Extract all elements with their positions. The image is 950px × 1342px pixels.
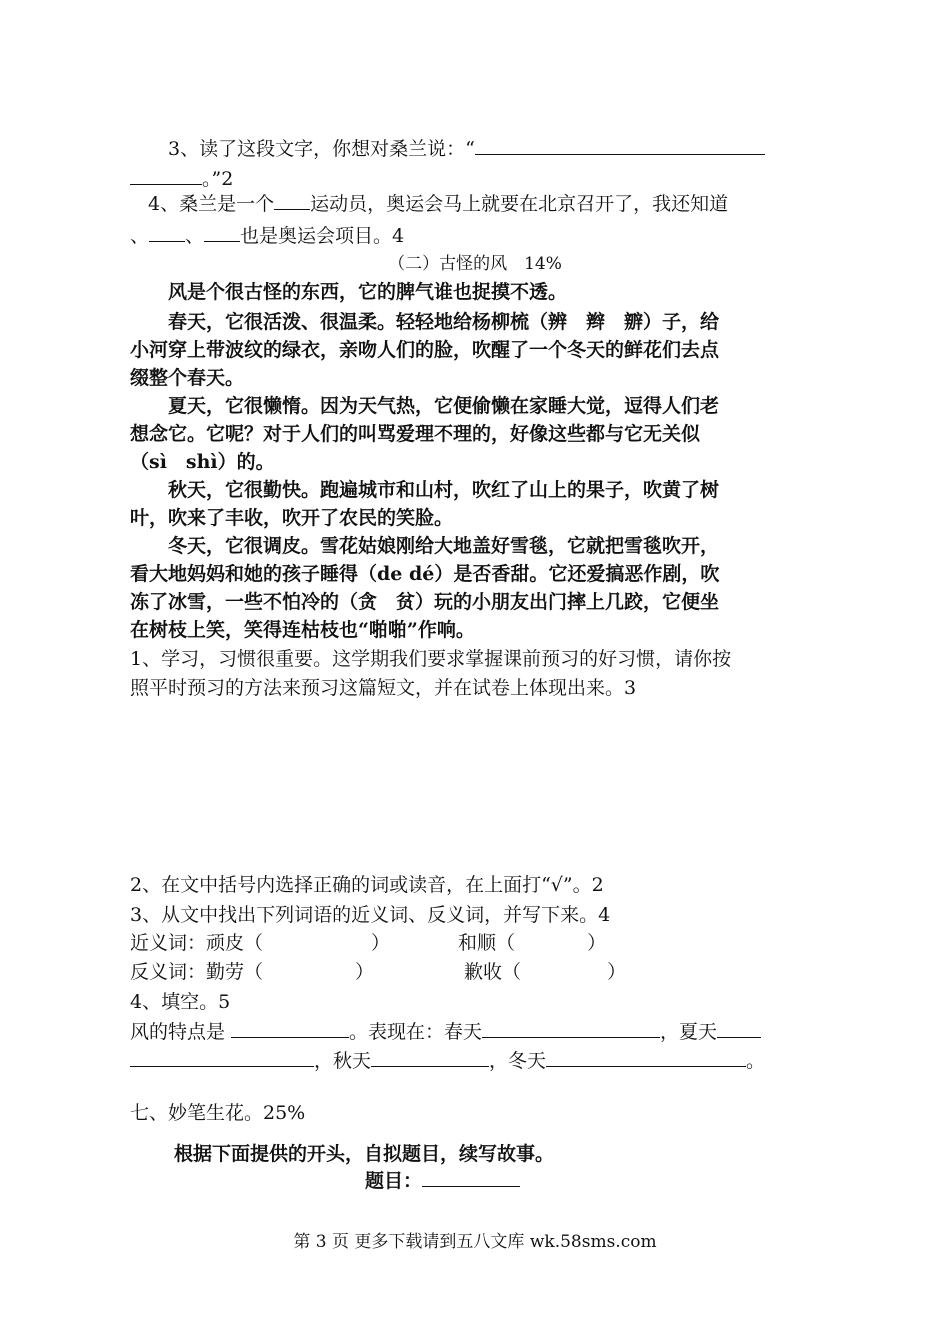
summer-blank-2[interactable]: [130, 1046, 314, 1067]
separator: 、: [130, 225, 150, 247]
synonym-word: 顽皮（: [206, 932, 264, 954]
q4-blank-event-1[interactable]: [149, 221, 185, 242]
topic-label: 题目：: [365, 1170, 423, 1192]
summer-blank[interactable]: [717, 1017, 761, 1038]
passage-p3: （sì shì）的。: [130, 451, 275, 473]
passage-p5: 冬天，它很调皮。雪花姑娘刚给大地盖好雪毯，它就把雪毯吹开，: [168, 535, 720, 557]
topic-line: [365, 1165, 950, 1197]
passage-p1: 风是个很古怪的东西，它的脾气谁也捉摸不透。: [168, 281, 568, 303]
passage-p5: 冻了冰雪，一些不怕冷的（贪 贫）玩的小朋友出门摔上几跤，它便坐: [130, 591, 720, 613]
passage-p5: 在树枝上笑，笑得连枯枝也“啪啪”作响。: [130, 619, 475, 641]
antonym-word: 勤劳（: [206, 961, 264, 983]
q4-text-3: 也是奥运会项目。4: [240, 225, 405, 247]
bracket: ）: [355, 961, 375, 983]
q4-text: 4、桑兰是一个: [148, 193, 275, 215]
section7-title: 七、妙笔生花。25%: [130, 1102, 306, 1124]
spring-blank[interactable]: [482, 1017, 660, 1038]
passage-p2: 小河穿上带波纹的绿衣，亲吻人们的脸，吹醒了一个冬天的鲜花们去点: [130, 339, 720, 361]
q3-line: [168, 133, 858, 165]
q3-prompt: 3、读了这段文字，你想对桑兰说：“: [168, 138, 475, 160]
fill-text: 风的特点是: [130, 1021, 226, 1043]
question-4: 4、填空。5: [130, 991, 231, 1013]
question-1: 照平时预习的方法来预习这篇短文，并在试卷上体现出来。3: [130, 677, 637, 699]
q3-answer-blank[interactable]: [475, 134, 765, 155]
antonym-row: [130, 956, 820, 988]
bracket: ）: [607, 961, 627, 983]
section7-instruction: 根据下面提供的开头，自拟题目，续写故事。: [174, 1143, 555, 1165]
passage-p2: 春天，它很活泼、很温柔。轻轻地给杨柳梳（辨 辫 辧）子，给: [168, 311, 720, 333]
q3-suffix: 。”2: [202, 168, 234, 190]
q4-blank-sport[interactable]: [274, 189, 310, 210]
autumn-blank[interactable]: [371, 1046, 489, 1067]
fill-text: ，夏天: [660, 1021, 718, 1043]
q4-text-2: 运动员，奥运会马上就要在北京召开了，我还知道: [310, 193, 729, 215]
fill-text: ，秋天: [314, 1050, 372, 1072]
q4-blank-event-2[interactable]: [204, 221, 240, 242]
fill-text: ，冬天: [489, 1050, 547, 1072]
separator: 、: [185, 225, 205, 247]
q4-line: [148, 188, 838, 220]
page-footer: 第 3 页 更多下载请到五八文库 wk.58sms.com: [293, 1232, 657, 1252]
synonym-word: 和顺（: [458, 932, 516, 954]
topic-blank[interactable]: [422, 1166, 520, 1187]
passage-p2: 缀整个春天。: [130, 367, 245, 389]
synonym-row: [130, 927, 820, 959]
q3-answer-blank-2[interactable]: [130, 164, 202, 185]
fill-line-1: [130, 1016, 820, 1048]
fill-text: 。表现在：春天: [349, 1021, 483, 1043]
passage-p4: 叶，吹来了丰收，吹开了农民的笑脸。: [130, 507, 454, 529]
winter-blank[interactable]: [546, 1046, 746, 1067]
passage-p5: 看大地妈妈和她的孩子睡得（de dé）是否香甜。它还爱搞恶作剧，吹: [130, 563, 720, 585]
bracket: ）: [371, 932, 391, 954]
fill-line-2: [130, 1045, 820, 1077]
antonym-word: 歉收（: [464, 961, 522, 983]
fill-text: 。: [746, 1050, 766, 1072]
bracket: ）: [587, 932, 607, 954]
passage-p3: 想念它。它呢？对于人们的叫骂爱理不理的，好像这些都与它无关似: [130, 423, 701, 445]
antonym-label: 反义词：: [130, 961, 207, 983]
passage-p4: 秋天，它很勤快。跑遍城市和山村，吹红了山上的果子，吹黄了树: [168, 479, 720, 501]
passage-p3: 夏天，它很懒惰。因为天气热，它便偷懒在家睡大觉，逗得人们老: [168, 395, 720, 417]
question-1: 1、学习，习惯很重要。这学期我们要求掌握课前预习的好习惯，请你按: [130, 648, 732, 670]
synonym-label: 近义词：: [130, 932, 207, 954]
section2-title: （二）古怪的风 14%: [388, 254, 562, 274]
question-2: 2、在文中括号内选择正确的词或读音，在上面打“√”。2: [130, 874, 604, 896]
question-3: 3、从文中找出下列词语的近义词、反义词，并写下来。4: [130, 904, 611, 926]
wind-trait-blank[interactable]: [231, 1017, 349, 1038]
